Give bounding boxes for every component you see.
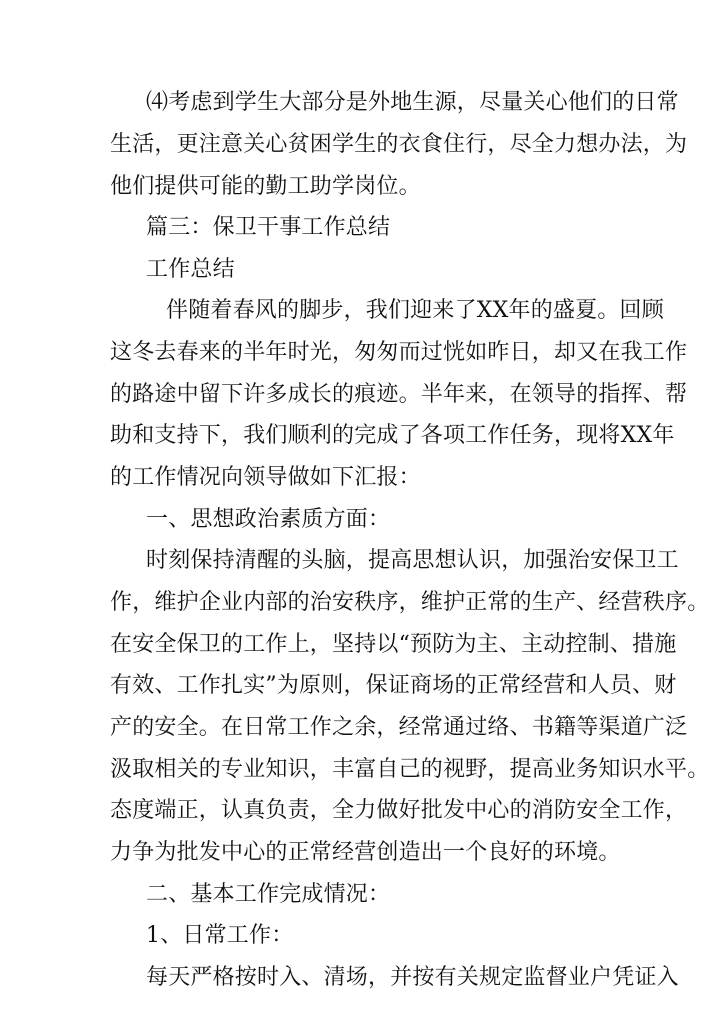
paragraph-line: 他们提供可能的勤工助学岗位。 bbox=[110, 174, 421, 199]
sub-heading: 1、日常工作： bbox=[146, 923, 294, 948]
section-heading: 二、基本工作完成情况： bbox=[146, 882, 391, 907]
paragraph-line: 汲取相关的专业知识，丰富自己的视野，提高业务知识水平。 bbox=[110, 757, 710, 782]
section-heading: 篇三：保卫干事工作总结 bbox=[146, 215, 391, 240]
paragraph-line: 伴随着春风的脚步，我们迎来了XX年的盛夏。回顾 bbox=[166, 298, 664, 323]
paragraph-line: 产的安全。在日常工作之余，经常通过络、书籍等渠道广泛 bbox=[110, 715, 688, 740]
paragraph-line: 力争为批发中心的正常经营创造出一个良好的环境。 bbox=[110, 840, 621, 865]
paragraph-line: 的工作情况向领导做如下汇报： bbox=[110, 465, 421, 490]
paragraph-line: 助和支持下，我们顺利的完成了各项工作任务，现将XX年 bbox=[110, 423, 675, 448]
sub-heading: 工作总结 bbox=[146, 257, 235, 282]
paragraph-line: 生活，更注意关心贫困学生的衣食住行，尽全力想办法，为 bbox=[110, 132, 688, 157]
paragraph-line: 在安全保卫的工作上，坚持以“预防为主、主动控制、措施 bbox=[110, 632, 677, 657]
paragraph-line: ⑷考虑到学生大部分是外地生源，尽量关心他们的日常 bbox=[146, 90, 679, 115]
paragraph-line: 这冬去春来的半年时光，匆匆而过恍如昨日，却又在我工作 bbox=[110, 340, 688, 365]
section-heading: 一、思想政治素质方面： bbox=[146, 507, 391, 532]
paragraph-line: 作，维护企业内部的治安秩序，维护正常的生产、经营秩序。 bbox=[110, 590, 710, 615]
paragraph-line: 有效、工作扎实”为原则，保证商场的正常经营和人员、财 bbox=[110, 673, 677, 698]
paragraph-line: 的路途中留下许多成长的痕迹。半年来，在领导的指挥、帮 bbox=[110, 382, 688, 407]
paragraph-line: 态度端正，认真负责，全力做好批发中心的消防安全工作， bbox=[110, 798, 688, 823]
paragraph-line: 每天严格按时入、清场，并按有关规定监督业户凭证入 bbox=[146, 965, 679, 990]
paragraph-line: 时刻保持清醒的头脑，提高思想认识，加强治安保卫工 bbox=[146, 548, 679, 573]
